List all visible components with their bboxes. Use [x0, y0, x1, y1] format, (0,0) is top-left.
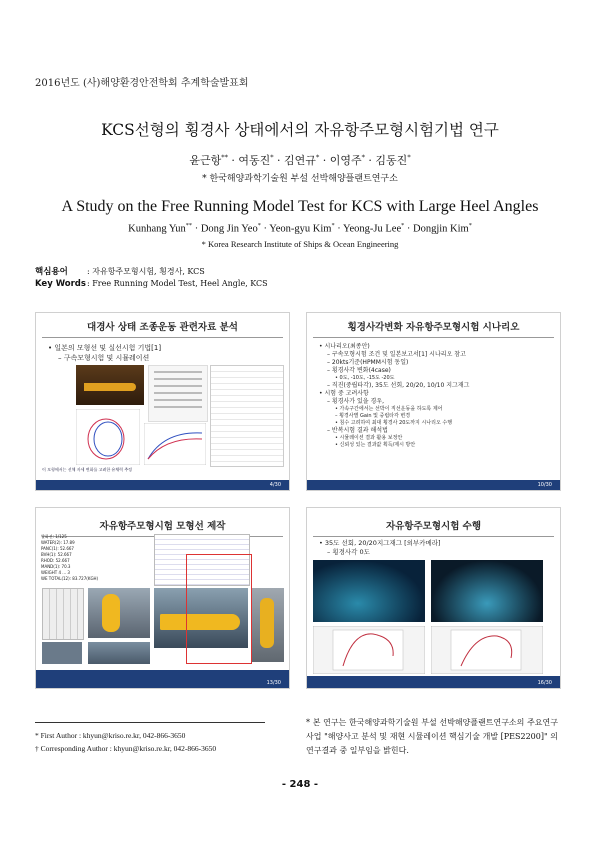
basin-photo-right [431, 560, 543, 622]
author-1: 윤근항 [189, 154, 222, 167]
author-en-1: Kunhang Yun [128, 223, 186, 235]
slide-2-line: – 횡경사각 변화(4case) [327, 367, 391, 374]
slide-2-line: • 신뢰성 있는 결과값 획득/제시 방안 [335, 442, 416, 448]
keywords-en-value: : Free Running Model Test, Heel Angle, KCS [87, 279, 268, 288]
slide-2-line: • 시뮬레이션 결과 활용 보정안 [335, 435, 403, 441]
equipment-photo [42, 642, 82, 664]
slide-1-caption: 이 모형에서는 선체 자세 변화를 고려한 유체력 추정 [42, 467, 133, 472]
authors-korean: 윤근항** · 여동진* · 김연규* · 이영주* · 김동진* [189, 153, 411, 167]
authors-english: Kunhang Yun** · Dong Jin Yeo* · Yeon-gyu Kim* · Yeong-Ju Lee* · Dongjin Kim* [128, 222, 472, 235]
conference-header: 2016년도 (사)해양환경안전학회 추계학술발표회 [35, 78, 249, 89]
footnote-first-symbol: * [35, 731, 39, 740]
footnote-first-text: First Author : khyun@kriso.re.kr, 042-866-3650 [40, 731, 186, 740]
keywords-english [35, 279, 268, 289]
ship-hull-shape [84, 383, 136, 391]
slide-1-title: 대경사 상태 조종운동 관련자료 분석 [87, 322, 238, 333]
author-en-3-mark: * [331, 222, 335, 229]
slide-2-line: – 횡경사가 있을 경우, [327, 398, 384, 405]
model-spec-item: WATER(2): 17.89 [41, 540, 75, 545]
author-4: 이영주 [329, 154, 362, 167]
footnote-corresponding-author [35, 744, 216, 753]
data-table-image [210, 365, 284, 467]
equations-image [148, 365, 208, 422]
author-en-1-mark: ** [185, 222, 193, 229]
affiliation-korean: * 한국해양과학기술원 부설 선박해양플랜트연구소 [202, 174, 398, 184]
slide-2-line: • 가속구간에서는 선박이 직선운동을 하도록 제어 [335, 406, 443, 412]
response-plot [144, 423, 206, 465]
model-spec-item: PANC(1): 52.667 [41, 546, 74, 551]
model-spec-item: WEIGHT 4 ... 3 [41, 570, 70, 575]
slide-2-line: • 침수 고려하여 최대 횡경사 20도까지 시나리오 수행 [335, 420, 453, 426]
slide-4-divider [313, 536, 554, 537]
slide-2-line: – 직진(중립타각), 35도 선회, 20/20, 10/10 지그재그 [327, 382, 470, 389]
slide-1-bullet-1: • 일본의 모형선 및 실선시험 기법[1] [48, 344, 162, 352]
author-2-mark: * [270, 153, 274, 162]
keywords-value: : 자유항주모형시험, 횡경사, KCS [87, 267, 205, 276]
slide-4-number: 16/30 [537, 680, 552, 686]
model-spec-item: MAND(1): 70.3 [41, 564, 71, 569]
author-en-3: Yeon-gyu Kim [269, 223, 332, 235]
slide-2 [306, 312, 561, 491]
footnote-corr-symbol: † [35, 744, 39, 753]
author-en-4-mark: * [401, 222, 405, 229]
slide-2-line: – 반복시험 결과 해석법 [327, 427, 388, 434]
slide-3 [35, 507, 290, 689]
rudder-shape [260, 598, 274, 648]
slide-2-divider [313, 337, 554, 338]
acknowledgement: * 본 연구는 한국해양과학기술원 부설 선박해양플랜트연구소의 주요연구사업 "해양사고 분석 및 재현 시뮬레이션 핵심기술 개발 [PES2200]" 의 연구결과 중 일부임을 밝힌다. [306, 718, 558, 755]
footnote-first-author [35, 731, 185, 740]
slide-2-title: 횡경사각변화 자유항주모형시험 시나리오 [347, 322, 520, 333]
author-en-2: Dong Jin Yeo [200, 223, 258, 235]
slide-2-footer [307, 480, 560, 490]
keywords-en-label: Key Words [35, 279, 86, 289]
author-3: 김연규 [284, 154, 316, 167]
slide-3-number: 13/30 [266, 680, 281, 686]
author-en-5-mark: * [468, 222, 472, 229]
slide-2-bullets [319, 343, 469, 449]
slide-4-title: 자유항주모형시험 수행 [385, 521, 482, 532]
keywords-korean [35, 265, 205, 277]
highlight-frame [186, 554, 252, 664]
author-4-mark: * [361, 153, 365, 162]
ship-model-photo [76, 365, 144, 405]
slide-1-divider [42, 337, 283, 338]
author-en-5: Dongjin Kim [413, 223, 469, 235]
author-5-mark: * [407, 153, 411, 162]
author-1-mark: ** [221, 153, 228, 162]
slide-1-bullet-2: – 구속모형시험 및 시뮬레이션 [58, 354, 150, 362]
slide-3-footer [36, 670, 289, 688]
slide-2-line: • 시나리오(최종안) [319, 343, 370, 350]
author-5: 김동진 [375, 154, 408, 167]
author-3-mark: * [315, 153, 320, 162]
slide-1-number: 4/30 [269, 482, 281, 488]
author-en-4: Yeong-Ju Lee [342, 223, 402, 235]
title-korean: KCS선형의 횡경사 상태에서의 자유항주모형시험기법 연구 [101, 121, 499, 139]
footnote-corr-text: Corresponding Author : khyun@kriso.re.kr, 042-866-3650 [40, 744, 217, 753]
slide-1-bullets [48, 343, 161, 363]
rudder-photo [252, 588, 284, 662]
slide-2-line: • 0도, -10도, -15도 -20도 [335, 375, 395, 381]
slide-3-title: 자유항주모형시험 모형선 제작 [99, 521, 226, 532]
turning-plot-left [313, 626, 425, 674]
model-hull-photo [88, 642, 150, 664]
model-spec-list [41, 534, 98, 582]
trajectory-plot [76, 409, 140, 465]
model-spec-item: WE TOTAL(12): 83.727(KGH) [41, 576, 99, 581]
model-spec-item: 발화선: 1/125 [41, 534, 67, 539]
spec-table-image [42, 588, 84, 640]
slide-2-line: – 20kts기준(HPMM시험 동일) [327, 359, 409, 366]
slide-2-line: • 시험 중 고려사항 [319, 390, 369, 397]
footnote-rule [35, 722, 265, 723]
stern-hull-shape [102, 594, 120, 632]
slide-1-footer [36, 480, 289, 490]
slide-1 [35, 312, 290, 491]
page-number: - 248 - [281, 779, 319, 790]
slide-2-line: – 횡경사별 Gain 및 중립타각 변경 [335, 413, 411, 419]
model-spec-item: RHOD: 52.667 [41, 558, 70, 563]
author-2: 여동진 [238, 154, 271, 167]
model-spec-item: BVH(1): 52.667 [41, 552, 72, 557]
slide-4 [306, 507, 561, 689]
basin-photo-left [313, 560, 425, 622]
stern-photo [88, 588, 150, 638]
affiliation-english: * Korea Research Institute of Ships & Ocean Engineering [201, 239, 399, 249]
slide-4-footer [307, 676, 560, 688]
title-english: A Study on the Free Running Model Test for KCS with Large Heel Angles [61, 198, 539, 215]
turning-plot-right [431, 626, 543, 674]
slide-4-bullet-1: • 35도 선회, 20/20지그재그 [외부카메라] [319, 539, 441, 547]
slide-4-bullets [319, 539, 441, 557]
slide-4-bullet-2: – 횡경사각 0도 [327, 548, 370, 556]
keywords-label: 핵심용어 [35, 267, 68, 277]
slide-2-number: 10/30 [537, 482, 552, 488]
slide-2-line: – 구속모형시험 조건 및 일본보고서[1] 시나리오 참고 [327, 351, 466, 358]
author-en-2-mark: * [257, 222, 261, 229]
